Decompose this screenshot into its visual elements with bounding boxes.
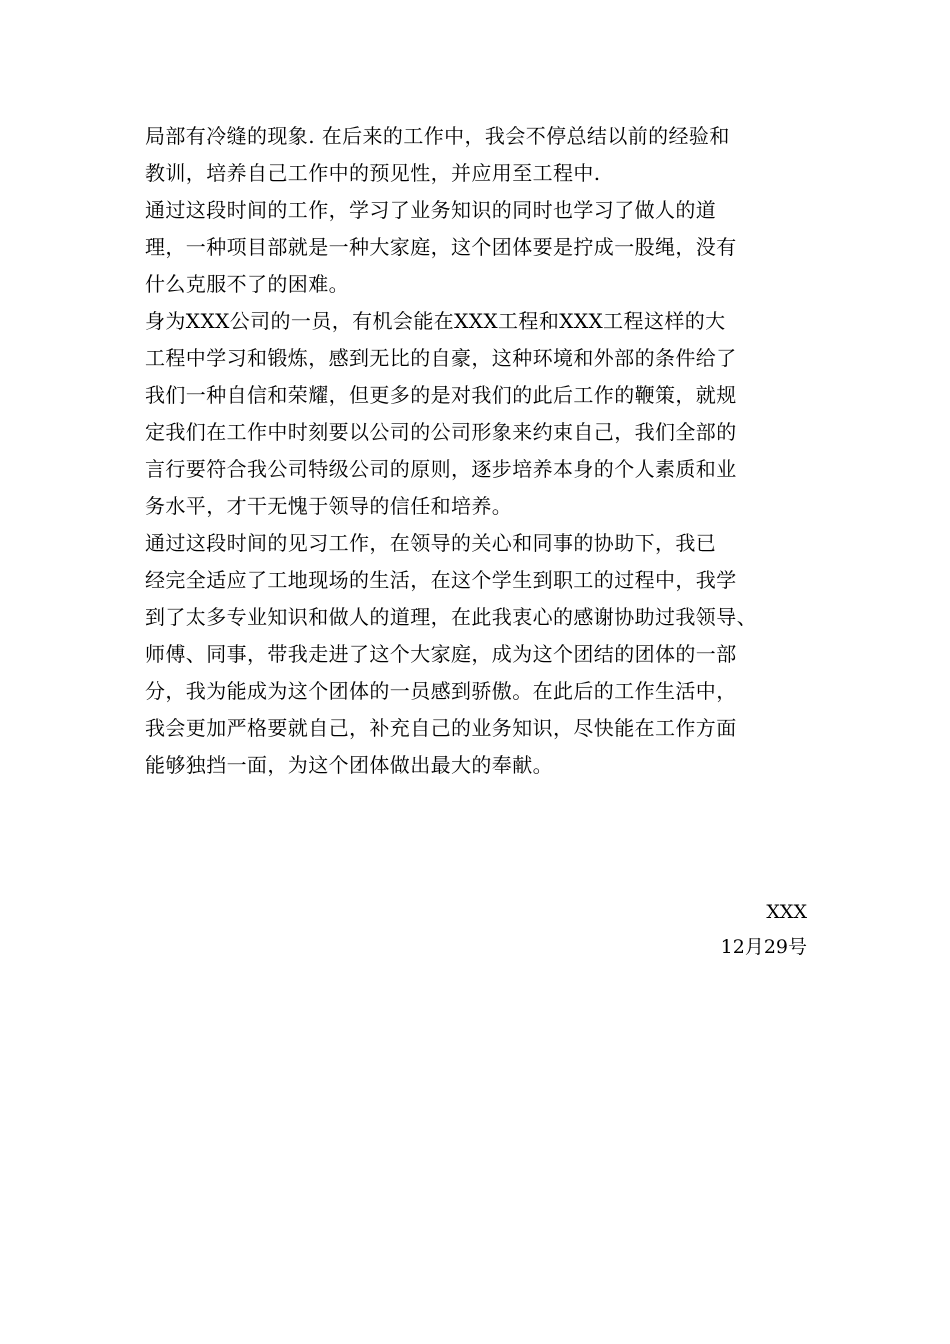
text-line: 能够独挡一面，为这个团体做出最大的奉献。 <box>145 753 553 777</box>
text-line: 理，一种项目部就是一种大家庭，这个团体要是拧成一股绳，没有 <box>145 235 737 259</box>
text-line: 经完全适应了工地现场的生活，在这个学生到职工的过程中，我学 <box>145 568 737 592</box>
text-line: 分，我为能成为这个团体的一员感到骄傲。在此后的工作生活中， <box>145 679 737 703</box>
text-line: 师傅、同事，带我走进了这个大家庭，成为这个团结的团体的一部 <box>145 642 737 666</box>
text-line: 工程中学习和锻炼，感到无比的自豪，这种环境和外部的条件给了 <box>145 346 737 370</box>
text-line: 务水平，才干无愧于领导的信任和培养。 <box>145 494 513 518</box>
text-line: 通过这段时间的见习工作，在领导的关心和同事的协助下，我已 <box>145 531 717 555</box>
text-line: 教训，培养自己工作中的预见性，并应用至工程中. <box>145 161 601 185</box>
text-line: 到了太多专业知识和做人的道理，在此我衷心的感谢协助过我领导、 <box>145 605 757 629</box>
text-line: 局部有冷缝的现象. 在后来的工作中，我会不停总结以前的经验和 <box>145 124 730 148</box>
signature-date: 12月29号 <box>720 936 807 958</box>
signature-name: XXX <box>766 901 807 923</box>
text-line: 身为XXX公司的一员，有机会能在XXX工程和XXX工程这样的大 <box>145 309 726 333</box>
text-line: 言行要符合我公司特级公司的原则，逐步培养本身的个人素质和业 <box>145 457 737 481</box>
body-text <box>145 118 810 784</box>
text-line: 定我们在工作中时刻要以公司的公司形象来约束自己，我们全部的 <box>145 420 737 444</box>
text-line: 通过这段时间的工作，学习了业务知识的同时也学习了做人的道 <box>145 198 717 222</box>
text-line: 什么克服不了的困难。 <box>145 272 349 296</box>
text-line: 我们一种自信和荣耀，但更多的是对我们的此后工作的鞭策，就规 <box>145 383 737 407</box>
text-line: 我会更加严格要就自己，补充自己的业务知识，尽快能在工作方面 <box>145 716 737 740</box>
